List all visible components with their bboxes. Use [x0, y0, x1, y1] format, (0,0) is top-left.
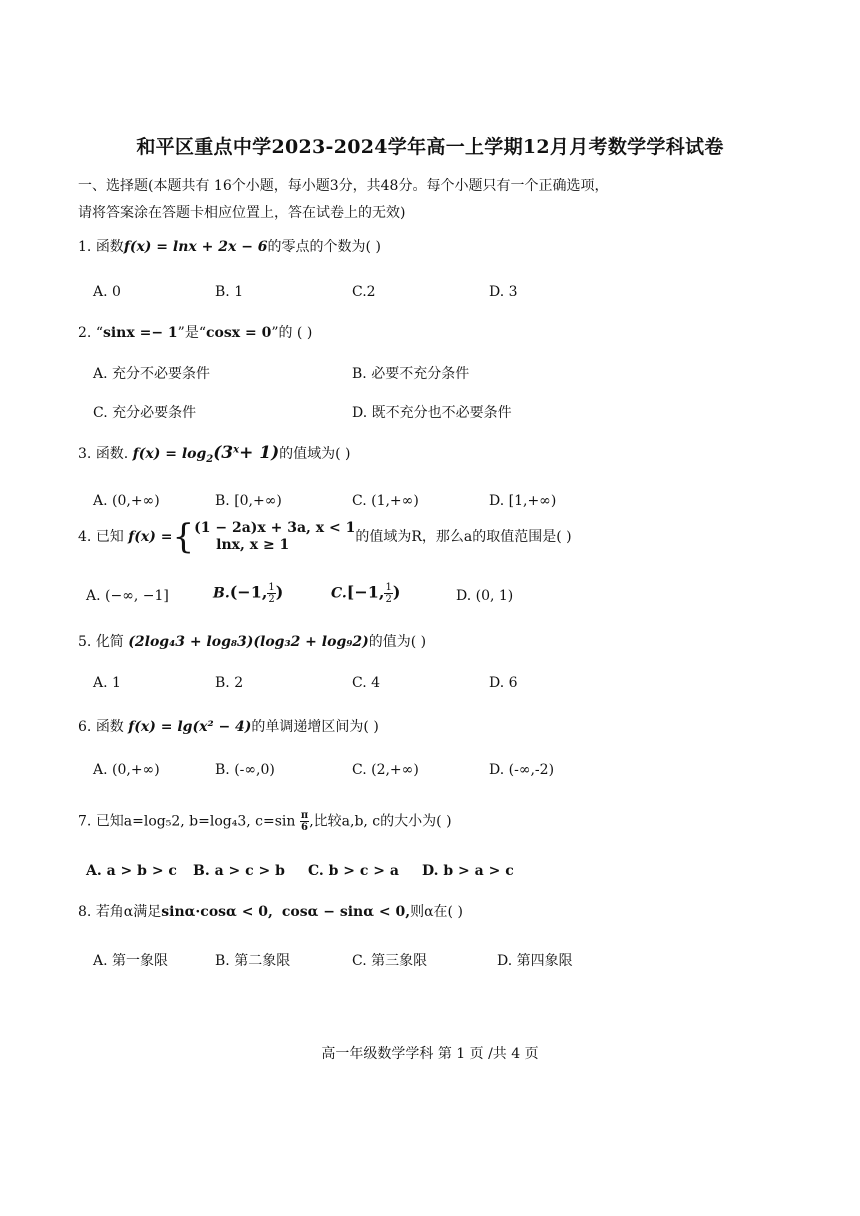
question-6 [78, 716, 379, 736]
fraction [300, 810, 309, 833]
option-b: B. (-∞,0) [215, 762, 275, 778]
denominator: 2 [268, 594, 275, 605]
question-5 [78, 631, 426, 651]
question-number: 7. [78, 813, 92, 830]
option-d: D. (-∞,-2) [489, 762, 555, 778]
question-8 [78, 901, 463, 921]
option-b [213, 582, 283, 605]
math-part: + 1) [239, 443, 280, 463]
option-c: C. 充分必要条件 [93, 405, 197, 421]
math-expression: f(x) = lnx + 2x − 6 [123, 239, 268, 255]
option-d: D. b > a > c [422, 863, 514, 879]
option-b: B. 2 [215, 675, 244, 691]
piecewise-cases [194, 520, 355, 554]
question-text: 的单调递增区间为( ) [251, 719, 379, 735]
option-a: A. a > b > c [86, 863, 177, 879]
option-c [331, 582, 400, 605]
question-number: 5. [78, 634, 92, 650]
math-expression: cosx = 0 [206, 325, 272, 341]
numerator: 1 [268, 582, 275, 593]
option-b: B. [0,+∞) [215, 493, 282, 509]
option-a: A. (0,+∞) [93, 762, 160, 778]
question-4 [78, 517, 572, 557]
option-letter: C. [331, 585, 347, 602]
question-text: ”是“ [177, 325, 206, 341]
question-text: 的零点的个数为( ) [267, 239, 381, 255]
question-text: 函数 [95, 239, 124, 255]
option-a: A. 1 [93, 675, 121, 691]
option-c: C. 4 [352, 675, 381, 691]
option-b: B. a > c > b [193, 863, 285, 879]
left-brace: { [172, 517, 195, 557]
option-c: C. 第三象限 [352, 953, 428, 969]
option-a: A. 充分不必要条件 [93, 366, 211, 382]
section-instructions-line2: 请将答案涂在答题卡相应位置上，答在试卷上的无效) [78, 205, 406, 221]
option-a: A. 第一象限 [93, 953, 169, 969]
subscript: 2 [206, 453, 214, 465]
denominator: 2 [385, 594, 392, 605]
question-3 [78, 443, 351, 465]
math-part: ) [275, 582, 284, 602]
section-instructions-line1: 一、选择题(本题共有 16个小题，每小题3分，共48分。每个小题只有一个正确选项， [78, 178, 609, 194]
option-b: B. 必要不充分条件 [352, 366, 470, 382]
option-b: B. 第二象限 [215, 953, 291, 969]
denominator: 6 [301, 822, 309, 833]
question-text: 函数. [95, 446, 129, 462]
page-footer: 高一年级数学学科 第 1 页 /共 4 页 [321, 1046, 539, 1062]
math-part: (3 [213, 443, 234, 463]
question-1 [78, 236, 381, 256]
math-expression: f(x) = lg(x² − 4) [128, 719, 252, 735]
option-c: C.2 [352, 284, 376, 300]
superscript: x [233, 444, 240, 456]
math-expression: (2log₄3 + log₈3)(log₃2 + log₉2) [128, 634, 369, 650]
question-text: 的值为( ) [368, 634, 427, 650]
math-expression: sinx =− 1 [102, 325, 178, 341]
exam-title: 和平区重点中学2023-2024学年高一上学期12月月考数学学科试卷 [136, 136, 724, 158]
question-text: 化简 [95, 634, 124, 650]
math-part: f(x) = log [132, 446, 207, 462]
option-b: B. 1 [215, 284, 244, 300]
question-number: 6. [78, 719, 92, 735]
numerator: π [300, 810, 309, 821]
question-text: 则α在( ) [410, 904, 463, 920]
option-d: D. 3 [489, 284, 518, 300]
math-part: ) [392, 582, 401, 602]
question-text: 的值域为R，那么a的取值范围是( ) [355, 529, 572, 545]
option-c: C. b > c > a [308, 863, 399, 879]
question-text: 已知a=log₅2, b=log₄3, c=sin [95, 813, 296, 830]
math-expression: sinα·cosα < 0, [161, 904, 273, 920]
option-d: D. 第四象限 [497, 953, 573, 969]
question-number: 8. [78, 904, 92, 920]
option-c: C. (1,+∞) [352, 493, 419, 509]
option-c: C. (2,+∞) [352, 762, 419, 778]
question-text: 已知 [95, 529, 124, 545]
numerator: 1 [385, 582, 392, 593]
option-a: A. 0 [93, 284, 121, 300]
question-number: 1. [78, 239, 92, 255]
question-text: ”的 ( ) [271, 325, 313, 341]
question-2 [78, 322, 312, 342]
math-expression: cosα − sinα < 0, [281, 904, 411, 920]
math-expression: f(x) = [128, 529, 173, 545]
case-2: lnx, x ≥ 1 [216, 537, 290, 553]
option-d: D. 6 [489, 675, 518, 691]
question-text: ,比较a,b, c的大小为( ) [309, 813, 452, 830]
question-text: 若角α满足 [95, 904, 162, 920]
option-d: D. (0, 1) [456, 588, 514, 604]
option-letter: B. [213, 585, 230, 602]
option-a: A. (0,+∞) [93, 493, 160, 509]
question-number: 4. [78, 529, 92, 545]
math-part: (−1, [229, 582, 268, 602]
case-1: (1 − 2a)x + 3a, x < 1 [194, 520, 356, 536]
fraction [267, 582, 275, 605]
option-d: D. [1,+∞) [489, 493, 557, 509]
fraction [384, 582, 392, 605]
option-d: D. 既不充分也不必要条件 [352, 405, 512, 421]
question-7 [78, 810, 452, 833]
quote-mark: “ [95, 325, 103, 341]
question-number: 3. [78, 446, 92, 462]
math-part: [−1, [346, 582, 385, 602]
option-a: A. (−∞, −1] [86, 588, 169, 604]
question-text: 的值域为( ) [279, 446, 351, 462]
question-text: 函数 [95, 719, 124, 735]
question-number: 2. [78, 325, 92, 341]
math-expression [132, 443, 280, 465]
